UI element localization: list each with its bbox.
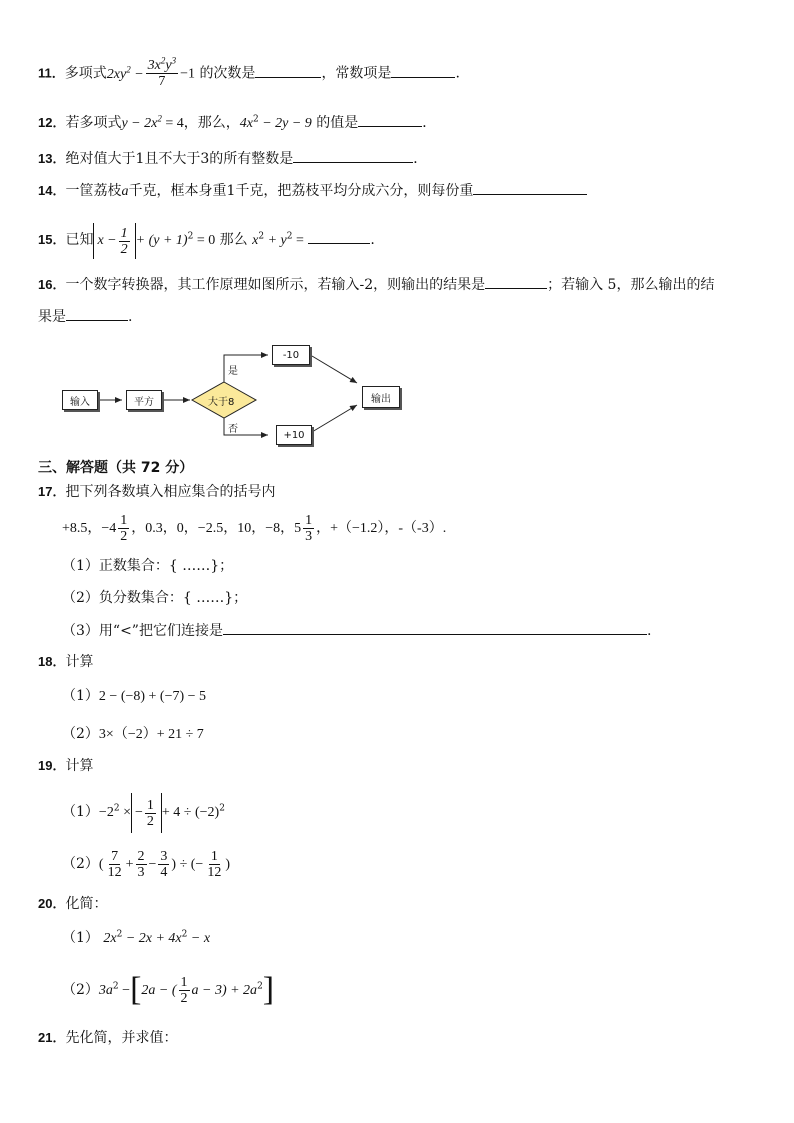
question-number: 20． [38,896,66,911]
math-expression: + (y + 1) [135,233,188,248]
question-text: 一个数字转换器，其工作原理如图所示，若输入-2，则输出的结果是 [65,277,486,293]
question-text: 的次数是 [199,65,256,82]
question-number: 14． [38,183,66,198]
question-11: 11．多项式$2xy^2$ − $\frac{3x^2y^3}{7}$ −1 的次数是 ，常数项是 . [38,55,460,89]
fraction: $\frac{2}{3}$ [137,848,145,880]
question-text: 若多项式 [65,115,122,131]
question-number: 21． [38,1030,66,1045]
fraction: $\frac{7}{12}$ [107,848,122,880]
question-21 [38,1028,177,1048]
fraction: $\frac{3x^2y^3}{7}$ [147,55,177,89]
answer-blank[interactable] [223,620,647,635]
question-number: 15． [38,232,66,247]
flow-yes-label: 是 [228,366,238,377]
question-18-part2: （2）3×（−2）+ 21 ÷ 7 [62,726,204,742]
question-18 [38,652,93,672]
question-17-numbers: +8.5，−4 $\frac{1}{2}$ ，0.3，0，−2.5，10，−8，5 $\frac{1}{3}$ ，+（−1.2），-（-3）. [62,512,447,544]
question-text: 多项式 [64,65,107,82]
question-19-part1: $(1)-2^2$ × − $\frac{1}{2}$ + $4 \div (-2)^2$ [62,792,225,833]
math-variable: a [121,184,129,199]
question-17-part3: （3）用“<”把它们连接是 . [62,620,651,641]
flow-minus10-box: -10 [272,345,310,365]
question-text: ；若输入 5，那么输出的结 [547,277,715,293]
math-expression: y − 2x [121,116,158,131]
question-17 [38,482,275,502]
question-19 [38,756,93,776]
question-number: 16． [38,277,66,292]
math-expression: 3a [98,983,113,998]
question-13: 13．绝对值大于1且不大于3的所有整数是 ． [38,148,427,169]
math-expression: 2 − (−8) + (−7) − 5 [98,689,207,704]
flow-diamond-label: 大于8 [208,397,235,408]
question-20-part1: （1） $2x^2 - 2x + 4x^2 - x$ [62,929,211,946]
question-number: 19． [38,758,66,773]
math-expression: 4x [239,116,253,131]
question-text: ，那么， [183,115,240,131]
question-text: 已知 [65,232,94,248]
question-number: 17． [38,484,66,499]
fraction: $\frac{1}{2}$ [146,797,154,829]
question-text: 计算 [65,654,94,670]
fraction: $\frac{3}{4}$ [160,848,168,880]
question-18-part1: （1）2 − (−8) + (−7) − 5 [62,688,207,704]
fraction: $\frac{1}{2}$ [120,225,128,257]
flow-no-label: 否 [228,424,238,435]
question-17-part1: （1）正数集合：{ ……}； [62,558,234,574]
question-15: 15．已知 x − $\frac{1}{2}$ + $(y + 1)^2 = 0$ 那么 $x^2 + y^2$ = . [38,222,375,259]
question-number: 12． [38,115,66,130]
fraction: $\frac{1}{2}$ [180,974,188,1006]
fraction: $\frac{1}{2}$ [120,512,128,544]
question-text: ，常数项是 [321,65,392,82]
question-20-part2: $(2)3a^2 -[2a$ − ( $\frac{1}{2}$ $a - 3) + 2a^2$] [62,971,275,1008]
math-term: −1 [180,66,195,82]
math-expression: x [252,233,259,248]
question-text: 那么 [219,232,248,248]
question-number: 11． [38,65,65,81]
question-text: 一筐荔枝 [65,183,122,199]
section-heading: 三、解答题（共 72 分） [38,460,194,476]
math-expression: 3×（−2）+ 21 ÷ 7 [98,727,204,742]
question-text: 计算 [65,758,94,774]
flow-square-box: 平方 [126,390,162,410]
question-number: 13． [38,151,66,166]
question-16-cont: 果是 . [38,306,132,327]
math-expression: 2x [103,931,117,946]
question-number: 18． [38,654,66,669]
absolute-value: − $\frac{1}{2}$ [131,793,162,833]
math-operator: − [134,66,144,82]
question-19-part2: （2）( $\frac{7}{12}$ + $\frac{2}{3}$ − $\frac{3}{4}$ ) ÷ (− $\frac{1}{12}$ ) [62,848,230,880]
question-12: 12．若多项式$y - 2x^2 = 4$，那么，$4x^2 - 2y - 9$ 的值是 ． [38,113,437,131]
flow-input-box: 输入 [62,390,98,410]
question-text: 的值是 [316,115,359,131]
question-text: 绝对值大于1且不大于3的所有整数是 [65,151,294,167]
fraction: $\frac{1}{12}$ [207,848,222,880]
flow-output-box: 输出 [362,386,400,408]
math-term: 2xy [106,66,127,82]
absolute-value: x − $\frac{1}{2}$ [93,223,135,259]
fraction: $\frac{1}{3}$ [305,512,313,544]
question-20 [38,894,107,914]
question-text: 果是 [38,309,66,325]
question-text: 化简： [65,896,108,912]
question-text: 先化简，并求值： [65,1030,178,1046]
question-17-part2: （2）负分数集合：{ ……}； [62,590,248,606]
flow-plus10-box: +10 [276,425,312,445]
question-text: 千克，框本身重1千克，把荔枝平均分成六分，则每份重 [128,183,474,199]
question-text: 把下列各数填入相应集合的括号内 [65,484,276,500]
